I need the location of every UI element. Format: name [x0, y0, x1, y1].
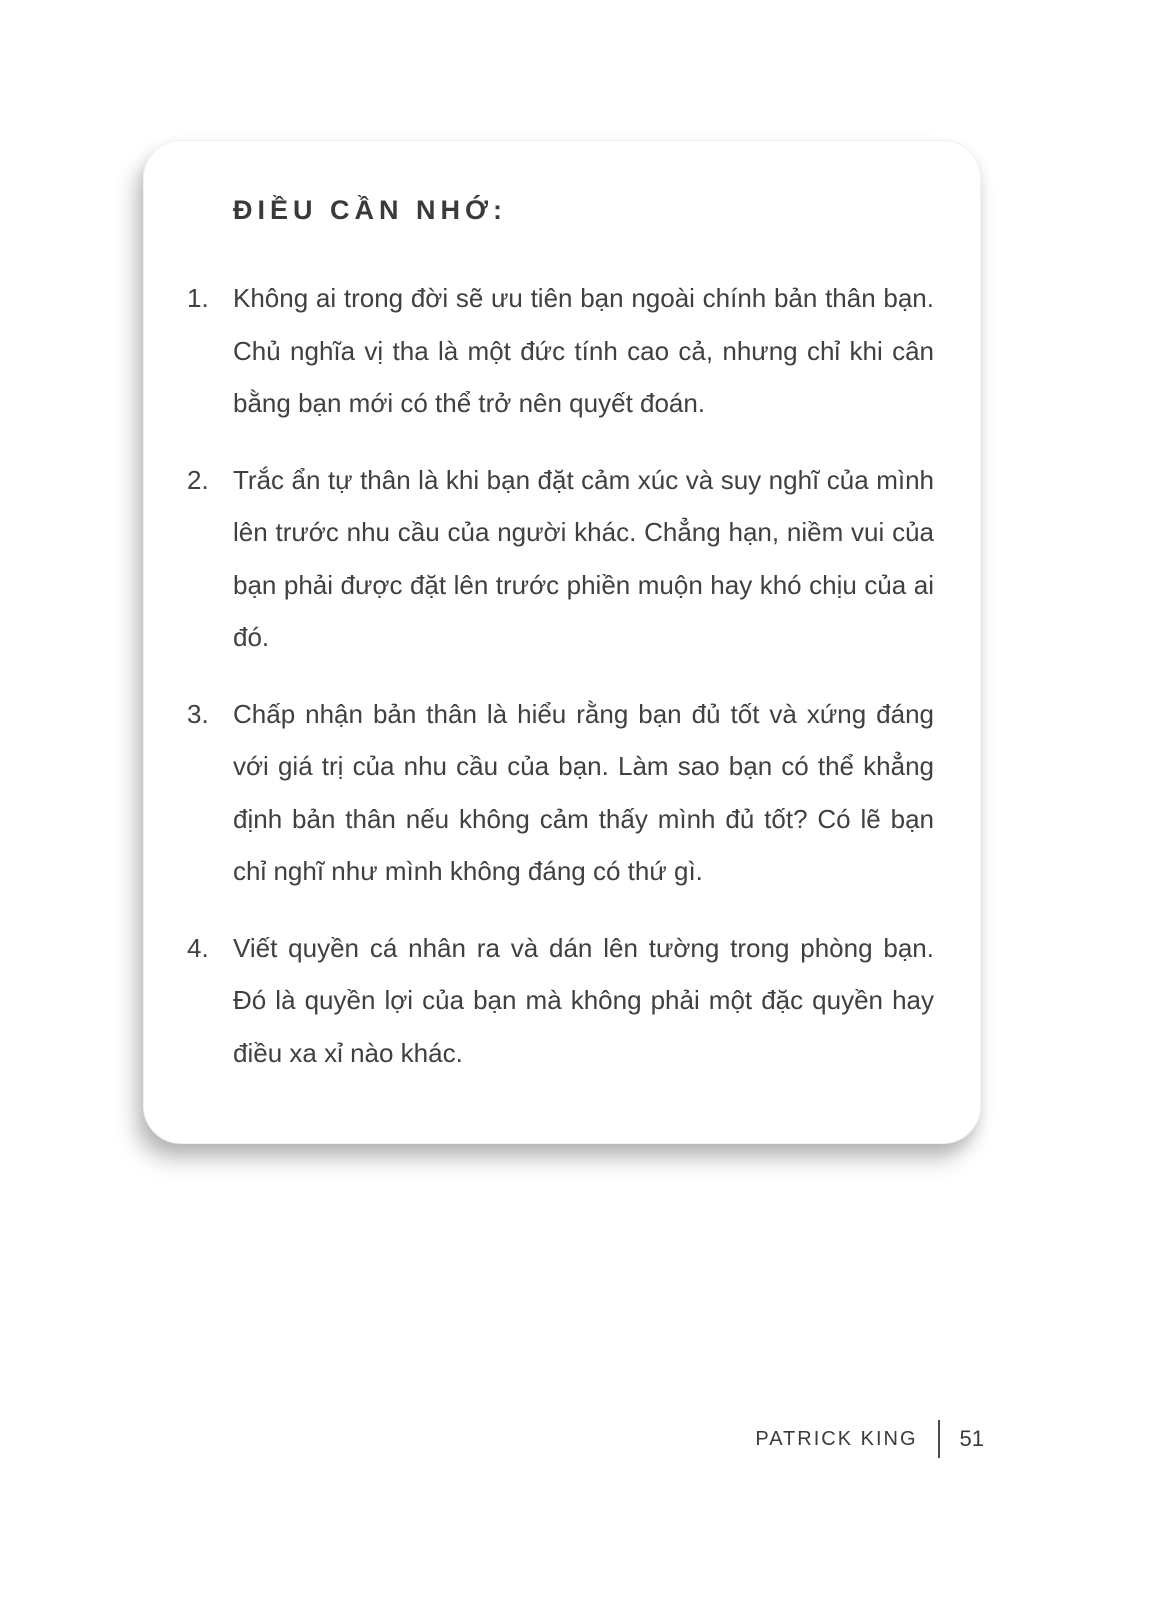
summary-card	[143, 140, 981, 1144]
page-footer	[755, 1420, 984, 1458]
item-text: Viết quyền cá nhân ra và dán lên tường trong phòng bạn. Đó là quyền lợi của bạn mà không phải một đặc quyền hay điều xa xỉ nào khác.	[233, 932, 934, 1068]
item-text: Trắc ẩn tự thân là khi bạn đặt cảm xúc và suy nghĩ của mình lên trước nhu cầu của người khác. Chẳng hạn, niềm vui của bạn phải được đặt lên trước phiền muộn hay khó chịu của ai đó.	[233, 464, 934, 653]
list-item	[187, 454, 934, 664]
footer-divider	[938, 1420, 940, 1458]
item-number: 3.	[187, 698, 209, 729]
list-item	[187, 922, 934, 1080]
page-number: 51	[959, 1426, 984, 1451]
list-item	[187, 688, 934, 898]
list-item	[187, 272, 934, 430]
item-text: Chấp nhận bản thân là hiểu rằng bạn đủ tốt và xứng đáng với giá trị của nhu cầu của bạn. Làm sao bạn có thể khẳng định bản thân nếu không cảm thấy mình đủ tốt? Có lẽ bạn chỉ nghĩ như mình không đáng có thứ gì.	[233, 698, 934, 887]
author-name: PATRICK KING	[755, 1427, 918, 1450]
section-heading: ĐIỀU CẦN NHỚ:	[233, 195, 508, 225]
item-number: 4.	[187, 932, 209, 963]
item-number: 1.	[187, 283, 209, 313]
item-number: 2.	[187, 464, 209, 495]
item-text: Không ai trong đời sẽ ưu tiên bạn ngoài chính bản thân bạn. Chủ nghĩa vị tha là một đức tính cao cả, nhưng chỉ khi cân bằng bạn mới có thể trở nên quyết đoán.	[233, 283, 934, 419]
